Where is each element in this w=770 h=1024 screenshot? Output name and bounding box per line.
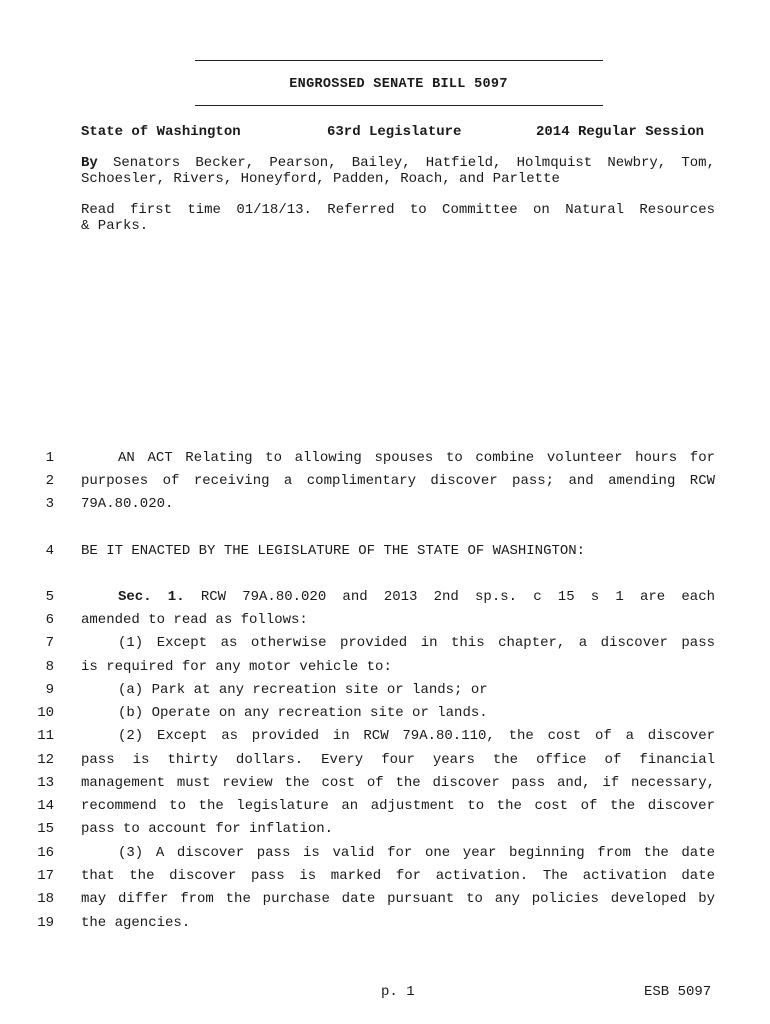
by-label: By — [81, 155, 98, 171]
body-line: amended to read as follows: — [81, 612, 308, 628]
state-label: State of Washington — [81, 124, 241, 140]
legislature-label: 63rd Legislature — [327, 124, 462, 140]
body-line: recommend to the legislature an adjustment to the cost of the discover — [81, 798, 715, 814]
body-line: the agencies. — [81, 915, 191, 931]
body-line: pass to account for inflation. — [81, 821, 334, 837]
body-line: is required for any motor vehicle to: — [81, 659, 392, 675]
body-line: management must review the cost of the discover pass and, if necessary, — [81, 775, 715, 791]
line-number: 5 — [45, 589, 54, 605]
line-number: 15 — [37, 821, 54, 837]
line-number: 19 — [37, 915, 54, 931]
body-line: pass is thirty dollars. Every four years the office of financial — [81, 752, 715, 768]
body-line: (a) Park at any recreation site or lands; or — [118, 682, 488, 698]
body-line: (1) Except as otherwise provided in this chapter, a discover pass — [118, 635, 715, 651]
line-number: 2 — [45, 473, 54, 489]
top-rule — [195, 60, 603, 61]
body-line: (2) Except as provided in RCW 79A.80.110, the cost of a discover — [118, 728, 715, 744]
line-number: 1 — [45, 450, 54, 466]
body-line: that the discover pass is marked for activation. The activation date — [81, 868, 715, 884]
line-number: 18 — [37, 891, 54, 907]
sponsors-text-1: Senators Becker, Pearson, Bailey, Hatfield, Holmquist Newbry, Tom, — [113, 155, 715, 171]
title-rule — [195, 105, 603, 106]
line-number: 10 — [37, 705, 54, 721]
footer-bill-id: ESB 5097 — [644, 984, 712, 1000]
line-number: 13 — [37, 775, 54, 791]
body-line: (3) A discover pass is valid for one year beginning from the date — [118, 845, 715, 861]
line-number: 3 — [45, 496, 54, 512]
section-text: RCW 79A.80.020 and 2013 2nd sp.s. c 15 s 1 are each — [200, 589, 715, 605]
line-number: 17 — [37, 868, 54, 884]
line-number: 11 — [37, 728, 54, 744]
page-number: p. 1 — [381, 984, 415, 1000]
line-number: 16 — [37, 845, 54, 861]
section-label: Sec. 1. — [118, 589, 185, 605]
body-line: purposes of receiving a complimentary discover pass; and amending RCW — [81, 473, 715, 489]
read-first-line-1: Read first time 01/18/13. Referred to Committee on Natural Resources — [81, 202, 715, 218]
body-line: (b) Operate on any recreation site or lands. — [118, 705, 488, 721]
body-line: AN ACT Relating to allowing spouses to combine volunteer hours for — [118, 450, 715, 466]
read-first-line-2: & Parks. — [81, 218, 149, 234]
line-number: 4 — [45, 543, 54, 559]
line-number: 6 — [45, 612, 54, 628]
sponsors-line-2: Schoesler, Rivers, Honeyford, Padden, Roach, and Parlette — [81, 171, 560, 187]
body-line: may differ from the purchase date pursuant to any policies developed by — [81, 891, 715, 907]
session-label: 2014 Regular Session — [536, 124, 705, 140]
line-number: 9 — [45, 682, 54, 698]
line-number: 14 — [37, 798, 54, 814]
line-number: 7 — [45, 635, 54, 651]
line-number: 8 — [45, 659, 54, 675]
line-number: 12 — [37, 752, 54, 768]
body-line: 79A.80.020. — [81, 496, 174, 512]
section-heading-line — [81, 589, 715, 605]
sponsors-line-1 — [81, 155, 715, 171]
bill-title: ENGROSSED SENATE BILL 5097 — [289, 77, 508, 92]
enacting-clause: BE IT ENACTED BY THE LEGISLATURE OF THE STATE OF WASHINGTON: — [81, 543, 586, 559]
